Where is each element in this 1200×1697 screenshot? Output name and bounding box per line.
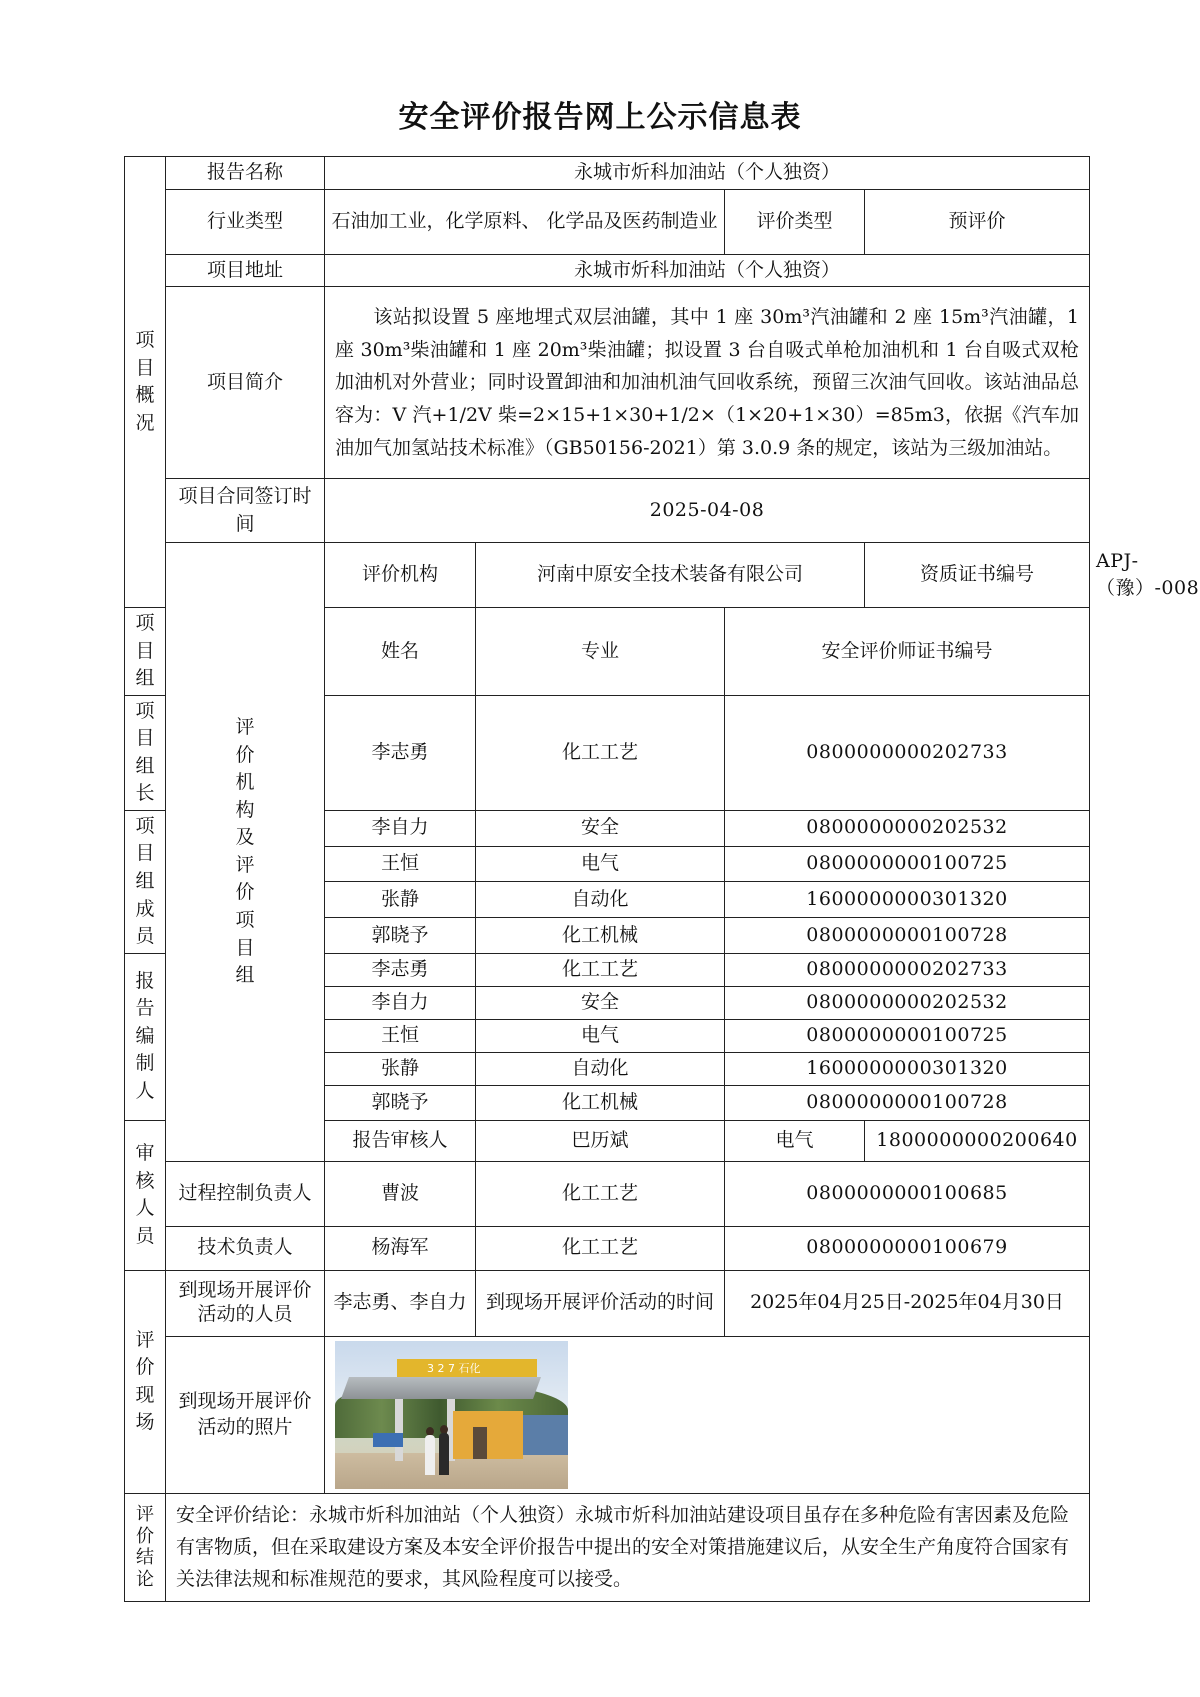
member-cert: 0800000000202532 [725,810,1090,846]
industry-label: 行业类型 [166,189,325,254]
address-value: 永城市炘科加油站（个人独资） [325,254,1090,287]
cert-label: 资质证书编号 [865,543,1090,608]
author-cert: 0800000000100728 [725,1085,1090,1120]
site-people: 李志勇、李自力 [325,1270,476,1336]
member-cert: 0800000000100728 [725,917,1090,953]
intro-label: 项目简介 [166,287,325,479]
canopy-sign-text: 3 2 7 石化 [427,1361,481,1375]
site-time-label: 到现场开展评价活动的时间 [476,1270,725,1336]
members-label: 项目组成员 [125,810,166,953]
eval-type-value: 预评价 [865,189,1090,254]
author-name: 李自力 [325,986,476,1019]
reviewer-label: 报告审核人 [325,1120,476,1161]
process-control-major: 化工工艺 [476,1161,725,1226]
author-cert: 1600000000301320 [725,1052,1090,1085]
contract-date: 2025-04-08 [325,479,1090,543]
section-conclusion-label: 评 价 结 论 [125,1493,166,1601]
leader-name: 李志勇 [325,695,476,810]
tech-lead-major: 化工工艺 [476,1226,725,1270]
process-control-name: 曹波 [325,1161,476,1226]
conclusion-text: 安全评价结论：永城市炘科加油站（个人独资）永城市炘科加油站建设项目虽存在多种危险有害因素及危险有害物质，但在采取建设方案及本安全评价报告中提出的安全对策措施建议后，从安全生产角度符合国家有关法律法规和标准规范的要求，其风险程度可以接受。 [166,1493,1090,1601]
address-label: 项目地址 [166,254,325,287]
member-name: 张静 [325,882,476,918]
author-name: 张静 [325,1052,476,1085]
author-major: 化工工艺 [476,953,725,986]
leader-major: 化工工艺 [476,695,725,810]
site-people-label: 到现场开展评价活动的人员 [166,1270,325,1336]
site-time: 2025年04月25日-2025年04月30日 [725,1270,1090,1336]
site-photo [335,1341,568,1489]
contract-label: 项目合同签订时间 [166,479,325,543]
member-major: 电气 [476,846,725,882]
authors-label: 报告编制人 [125,953,166,1120]
reviewer-major: 电气 [725,1120,865,1161]
process-control-label: 过程控制负责人 [166,1161,325,1226]
reviewer-cert: 1800000000200640 [865,1120,1090,1161]
header-major: 专业 [476,608,725,696]
tech-lead-label: 技术负责人 [166,1226,325,1270]
reviewer-name: 巴历斌 [476,1120,725,1161]
tech-lead-cert: 0800000000100679 [725,1226,1090,1270]
section-overview-label: 项 目 概 况 [125,157,166,608]
member-cert: 1600000000301320 [725,882,1090,918]
org-label: 评价机构 [325,543,476,608]
member-major: 安全 [476,810,725,846]
author-major: 电气 [476,1019,725,1052]
author-name: 王恒 [325,1019,476,1052]
eval-type-label: 评价类型 [725,189,865,254]
member-cert: 0800000000100725 [725,846,1090,882]
member-name: 王恒 [325,846,476,882]
info-table: 项 目 概 况 报告名称 永城市炘科加油站（个人独资） 行业类型 石油加工业，化学原料、 化学品及医药制造业 评价类型 预评价 项目地址 永城市炘科加油站（个人独资） 项目简介 该站拟设置 5 座地埋式双层油罐，其中 1 座 30m³汽油罐和 2 座 15m³汽油罐，1 座 30m³柴油罐和 1 座 20m³柴油罐；拟设置 3 台自吸式单枪加油机和 1 台自吸式双枪加油机对外营业；同时设置卸油和加油机油气回收系统，预留三次油气回收。该站油品总容为：V 汽+1/2V 柴=2×15+1×30+1/2×（1×20+1×30）=85m3，依据《汽车加油加气加氢站技术标准》（GB50156-2021）第 3.0.9 条的规定，该站为三级加油站。 项目合同签订时间 2025-04-08 评 价 机 构 及 评 价 项 目 组 评价机构 河南中原安全技术装备有限公司 资质证书编号 APJ-（豫）-008 项目组 姓名 专业 安全评价师证书编号 项目组长 李志勇 化工工艺 0800000000202733 项目组成员 李自力 安全 0800000000202532 王恒 电气 0800000000100725 张静 自动化 1600000000301320 郭晓予 化工机械 0800000000100728 报告编制人 李志勇 化工工艺 0800000000202733 李自力 安全 0800000000202532 王恒 电气 0800000000100725 张静 自动化 1600000000301320 郭晓予 化工机械 0800000000100728 审 核 人 员 报告审核人 巴历斌 电气 1800000000200640 过程控制负责人 曹波 化工工艺 0800000000100685 技术负责人 杨海军 化工工艺 0800000000100679 评 价 现 场 到现场开展评价活动的人员 李志勇、李自力 到现场开展评价活动的时间 2025年04月25日-2025年04月30日 到现场开展评价活动的照片 3 2 7 石化 评 价 结 论 安全评价结论：永城市炘科加油站（个人独资）永城市炘科加油站建设项目虽存在多种危险有害因素及危险有害物质，但在采取建设方案及本安全评价报告中提出的安全对策措施建议后，从安全生产角度符合国家有关法律法规和标准规范的要求，其风险程度可以接受。 [124,156,1090,1602]
site-photo-cell [325,1336,1090,1493]
section-site-label: 评 价 现 场 [125,1270,166,1493]
report-name-value: 永城市炘科加油站（个人独资） [325,157,1090,190]
header-name: 姓名 [325,608,476,696]
industry-value: 石油加工业，化学原料、 化学品及医药制造业 [325,189,725,254]
intro-value: 该站拟设置 5 座地埋式双层油罐，其中 1 座 30m³汽油罐和 2 座 15m³汽油罐，1 座 30m³柴油罐和 1 座 20m³柴油罐；拟设置 3 台自吸式单枪加油机和 1 台自吸式双枪加油机对外营业；同时设置卸油和加油机油气回收系统，预留三次油气回收。该站油品总容为：V 汽+1/2V 柴=2×15+1×30+1/2×（1×20+1×30）=85m3，依据《汽车加油加气加氢站技术标准》（GB50156-2021）第 3.0.9 条的规定，该站为三级加油站。 [325,287,1090,479]
process-control-cert: 0800000000100685 [725,1161,1090,1226]
leader-label: 项目组长 [125,695,166,810]
member-major: 化工机械 [476,917,725,953]
tech-lead-name: 杨海军 [325,1226,476,1270]
header-cert: 安全评价师证书编号 [725,608,1090,696]
org-name: 河南中原安全技术装备有限公司 [476,543,865,608]
leader-cert: 0800000000202733 [725,695,1090,810]
author-major: 化工机械 [476,1085,725,1120]
author-cert: 0800000000100725 [725,1019,1090,1052]
author-cert: 0800000000202733 [725,953,1090,986]
author-major: 安全 [476,986,725,1019]
page-title: 安全评价报告网上公示信息表 [398,100,802,135]
author-cert: 0800000000202532 [725,986,1090,1019]
site-photo-label: 到现场开展评价活动的照片 [166,1336,325,1493]
author-name: 李志勇 [325,953,476,986]
member-major: 自动化 [476,882,725,918]
report-name-label: 报告名称 [166,157,325,190]
member-name: 李自力 [325,810,476,846]
author-major: 自动化 [476,1052,725,1085]
section-review-label: 审 核 人 员 [125,1120,166,1270]
member-name: 郭晓予 [325,917,476,953]
header-group: 项目组 [125,608,166,696]
author-name: 郭晓予 [325,1085,476,1120]
section-org-label: 评 价 机 构 及 评 价 项 目 组 [166,543,325,1162]
